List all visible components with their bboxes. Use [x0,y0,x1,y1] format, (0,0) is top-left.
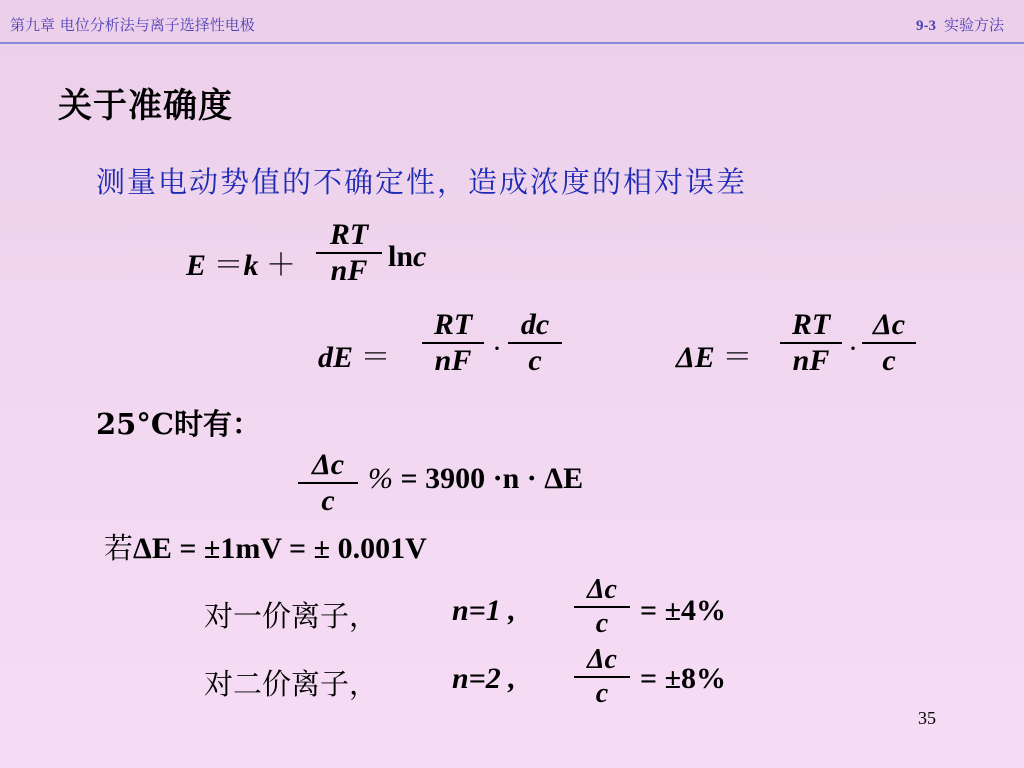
monovalent-n: n=1 , [452,594,516,627]
if-statement [104,526,427,567]
ln-operator: ln [388,240,414,273]
temperature-label: 25°C时有： [96,407,261,441]
relation-fraction [298,448,358,518]
relation-numerator: Δc [311,448,345,481]
concentration-c: c [413,240,427,273]
de-numerator-2: dc [520,308,550,341]
relation-rhs [368,462,583,496]
delta-dot: · [848,332,858,365]
section-heading [916,14,1004,35]
nernst-ln-c [388,240,426,274]
monovalent-label: 对一价离子， [204,599,379,633]
slide-subtitle: 测量电动势值的不确定性，造成浓度的相对误差 [96,165,748,199]
delta-denominator-1: nF [792,344,830,377]
slide-header [0,0,1024,44]
delta-fraction-2 [862,308,916,378]
monovalent-denominator: c [595,608,609,639]
chapter-title: 第九章 电位分析法与离子选择性电极 [10,16,255,34]
section-number: 9-3 [915,18,936,34]
differential-fraction-2 [508,308,562,378]
nernst-equation [186,240,296,284]
nernst-lhs: E [186,249,207,282]
differential-lhs [318,332,391,376]
de-equals: ＝ [360,341,391,374]
page-number: 35 [918,708,936,728]
relation-denominator: c [321,484,335,517]
monovalent-numerator: Δc [587,574,617,605]
delta-denominator-2: c [882,344,896,377]
divalent-label: 对二价离子， [204,667,379,701]
nernst-numerator: RT [329,218,369,251]
de-numerator-1: RT [433,308,473,341]
delta-lhs [676,332,752,376]
nernst-k: k [243,249,259,282]
nernst-equals: ＝ [213,249,244,282]
delta-fraction-1 [780,308,842,378]
relation-expression: = 3900 ·n · ΔE [400,462,584,495]
de-denominator-1: nF [434,344,472,377]
if-expression: ΔE = ±1mV = ± 0.001V [133,532,427,565]
differential-dot: · [492,332,502,365]
divalent-numerator: Δc [587,644,617,675]
delta-numerator-1: RT [791,308,831,341]
nernst-fraction [316,218,382,288]
nernst-denominator: nF [330,254,368,287]
differential-fraction-1 [422,308,484,378]
slide-title: 关于准确度 [58,86,233,126]
de-denominator-2: c [528,344,542,377]
monovalent-result: = ±4% [640,594,727,627]
section-title: 实验方法 [943,16,1004,34]
divalent-fraction [574,644,630,710]
monovalent-fraction [574,574,630,640]
nernst-plus: ＋ [266,249,297,282]
divalent-result: = ±8% [640,662,727,695]
percent-sign: % [368,462,393,495]
if-prefix: 若 [104,531,134,565]
de-lhs: dE [318,341,354,374]
divalent-denominator: c [595,678,609,709]
delta-equals: ＝ [722,341,753,374]
delta-numerator-2: Δc [872,308,906,341]
delta-e-lhs: ΔE [676,341,715,374]
divalent-n: n=2 , [452,662,516,695]
